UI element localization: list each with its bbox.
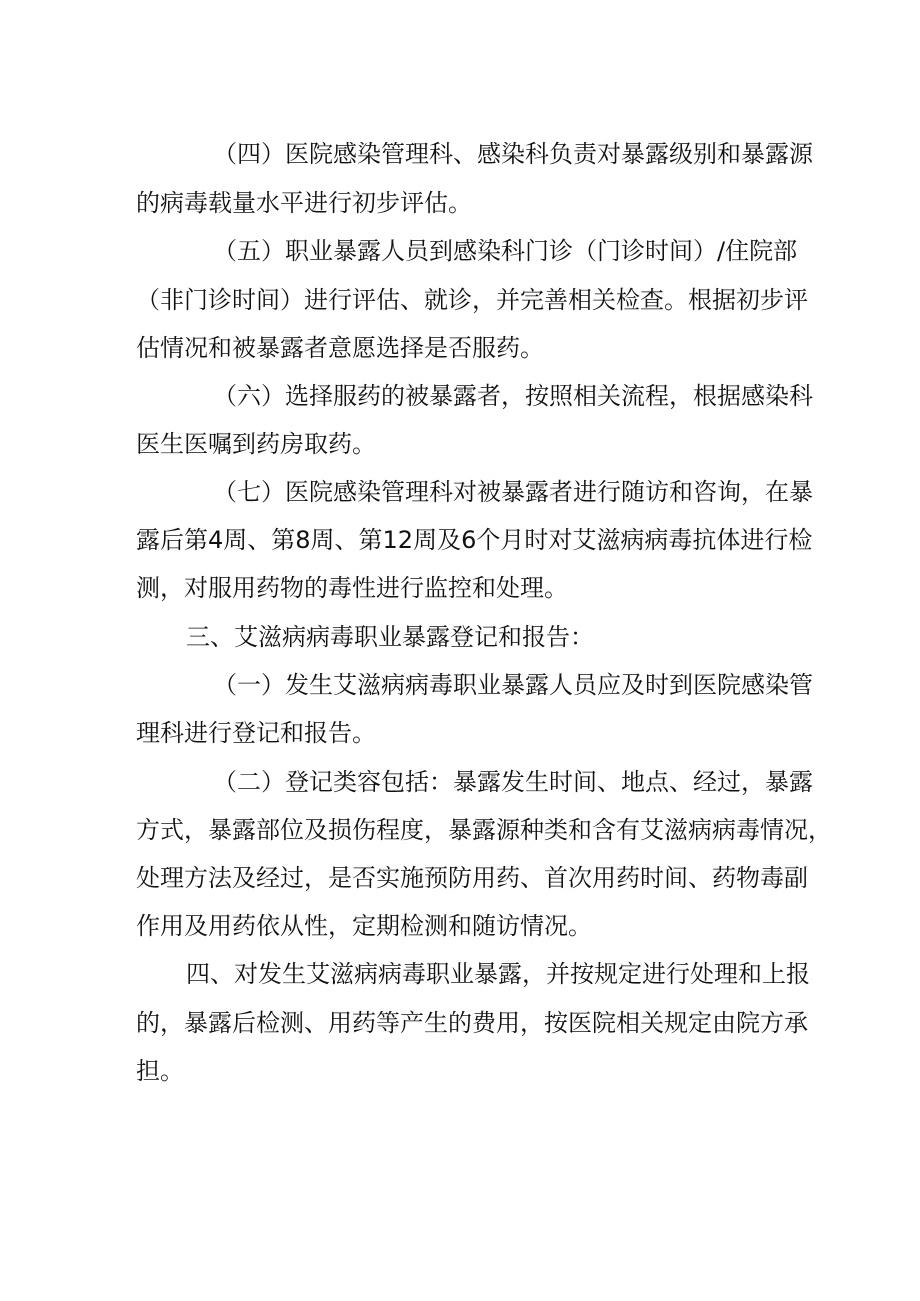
text-line: 担。: [136, 1057, 184, 1085]
text-line: （四）医院感染管理科、感染科负责对暴露级别和暴露源: [213, 140, 813, 168]
text-line: 的病毒载量水平进行初步评估。: [136, 189, 472, 217]
text-line: （二）登记类容包括：暴露发生时间、地点、经过，暴露: [213, 768, 813, 796]
text-line: 露后第4周、第8周、第12周及6个月时对艾滋病病毒抗体进行检: [136, 526, 813, 554]
text-line: 处理方法及经过，是否实施预防用药、首次用药时间、药物毒副: [136, 864, 808, 892]
text-line: 测，对服用药物的毒性进行监控和处理。: [136, 574, 568, 602]
text-line: 作用及用药依从性，定期检测和随访情况。: [136, 912, 592, 940]
text-line: （非门诊时间）进行评估、就诊，并完善相关检查。根据初步评: [136, 286, 808, 314]
text-line: （五）职业暴露人员到感染科门诊（门诊时间）/住院部: [213, 237, 798, 265]
section-heading: 四、对发生艾滋病病毒职业暴露，并按规定进行处理和上报: [186, 960, 810, 988]
text-line: 理科进行登记和报告。: [136, 719, 376, 747]
text-line: （六）选择服药的被暴露者，按照相关流程，根据感染科: [213, 382, 813, 410]
text-line: 估情况和被暴露者意愿选择是否服药。: [136, 334, 544, 362]
text-line: 医生医嘱到药房取药。: [136, 430, 376, 458]
text-line: 的，暴露后检测、用药等产生的费用，按医院相关规定由院方承: [136, 1009, 808, 1037]
section-heading: 三、艾滋病病毒职业暴露登记和报告：: [186, 623, 594, 651]
text-line: （一）发生艾滋病病毒职业暴露人员应及时到医院感染管: [213, 671, 813, 699]
text-line: （七）医院感染管理科对被暴露者进行随访和咨询，在暴: [213, 478, 813, 506]
text-line: 方式，暴露部位及损伤程度，暴露源种类和含有艾滋病病毒情况，: [136, 816, 832, 844]
